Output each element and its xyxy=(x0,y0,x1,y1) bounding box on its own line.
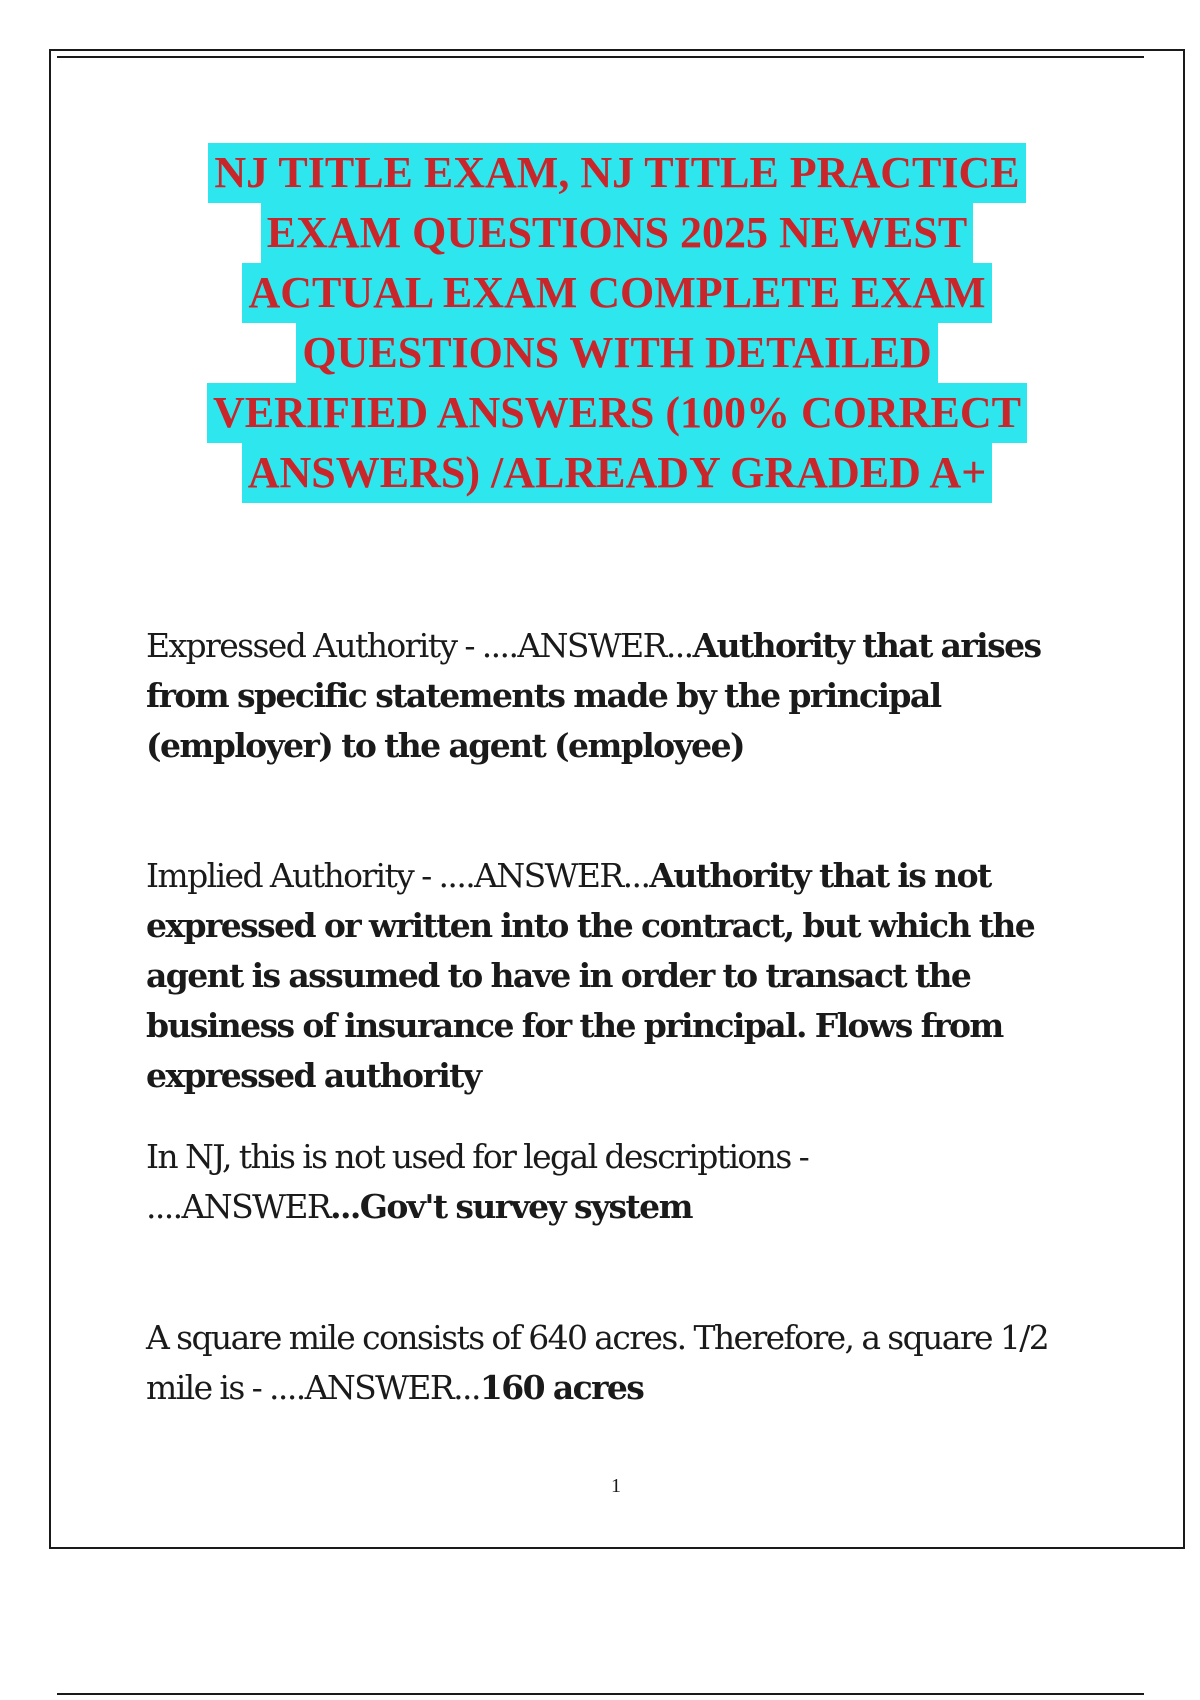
top-rule xyxy=(57,56,1144,58)
title-line: ACTUAL EXAM COMPLETE EXAM xyxy=(242,263,991,323)
question-text: A square mile consists of 640 acres. Therefore, a square 1/2 mile is - ....ANSWER... xyxy=(146,1318,1049,1407)
question-text: Expressed Authority - ....ANSWER... xyxy=(146,626,693,665)
answer-text: Authority that is not expressed or written into the contract, but which the agent is assumed to have in order to transact the business of insurance for the principal. Flows from expressed authority xyxy=(146,856,1035,1095)
document-title xyxy=(120,143,1114,503)
qa-item-legal-descriptions xyxy=(146,1132,1086,1232)
title-line: EXAM QUESTIONS 2025 NEWEST xyxy=(261,203,973,263)
title-line: ANSWERS) /ALREADY GRADED A+ xyxy=(242,443,993,503)
title-line: QUESTIONS WITH DETAILED xyxy=(296,323,937,383)
question-text: In NJ, this is not used for legal descriptions - ....ANSWER xyxy=(146,1137,809,1226)
answer-text: ...Gov't survey system xyxy=(330,1187,692,1226)
bottom-rule xyxy=(57,1693,1144,1695)
title-line: VERIFIED ANSWERS (100% CORRECT xyxy=(207,383,1027,443)
title-line: NJ TITLE EXAM, NJ TITLE PRACTICE xyxy=(208,143,1025,203)
answer-text: 160 acres xyxy=(479,1368,644,1407)
qa-item-square-mile xyxy=(146,1313,1086,1413)
qa-item-expressed-authority xyxy=(146,621,1086,771)
page-number: 1 xyxy=(611,1475,621,1497)
question-text: Implied Authority - ....ANSWER... xyxy=(146,856,650,895)
answer-text: Authority that arises from specific statements made by the principal (employer) to the agent (employee) xyxy=(146,626,1041,765)
qa-item-implied-authority xyxy=(146,851,1086,1101)
